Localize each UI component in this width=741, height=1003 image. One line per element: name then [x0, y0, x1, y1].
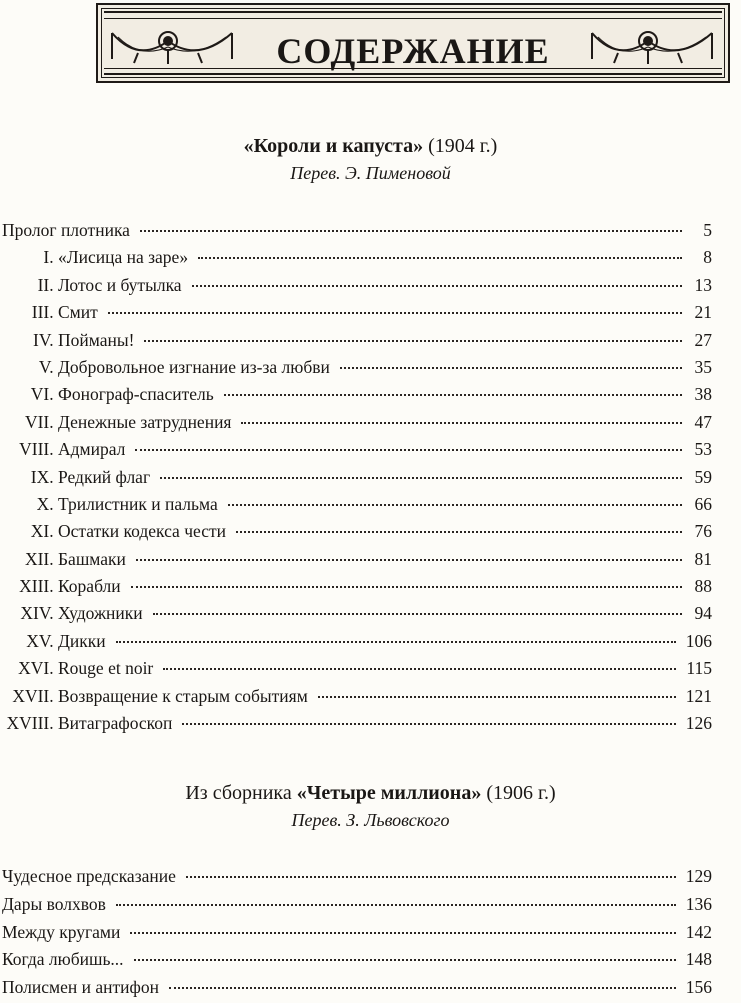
toc-label: Дикки — [58, 630, 106, 651]
toc-page: 5 — [703, 220, 712, 240]
toc-row[interactable] — [0, 711, 712, 738]
leader-dots — [116, 641, 676, 643]
toc-label: Дары волхвов — [2, 893, 106, 914]
toc-label: Остатки кодекса чести — [58, 521, 226, 542]
toc-row[interactable] — [0, 245, 712, 272]
toc-row[interactable] — [0, 975, 712, 1003]
leader-dots — [318, 696, 676, 698]
section-1-title — [0, 134, 741, 158]
toc-row[interactable] — [0, 656, 712, 683]
leader-dots — [144, 340, 682, 342]
toc-row[interactable] — [0, 355, 712, 382]
toc-label: Смит — [58, 302, 98, 323]
toc-label: Полисмен и антифон — [2, 977, 159, 998]
toc-label: Rouge et noir — [58, 658, 154, 679]
leader-dots — [241, 422, 682, 424]
leader-dots — [192, 285, 682, 287]
leader-dots — [140, 230, 682, 232]
toc-row[interactable] — [0, 601, 712, 628]
toc-number: XII. — [24, 548, 54, 569]
toc-page: 53 — [694, 439, 712, 460]
leader-dots — [228, 504, 682, 506]
toc-page: 136 — [685, 893, 712, 914]
toc-page: 76 — [694, 521, 712, 542]
toc-page: 121 — [685, 685, 712, 706]
section-2-toc — [0, 864, 712, 1003]
toc-page: 115 — [686, 658, 712, 679]
section-2-title-name: «Четыре миллиона» — [296, 782, 482, 804]
leader-dots — [130, 932, 675, 934]
toc-number: XVIII. — [6, 713, 54, 734]
toc-page: 47 — [694, 411, 712, 432]
toc-page: 148 — [685, 949, 712, 970]
toc-label: Между кругами — [2, 921, 121, 942]
toc-number: XV. — [26, 630, 54, 651]
toc-label: Фонограф-спаситель — [58, 384, 214, 405]
toc-row[interactable] — [0, 465, 712, 492]
toc-label: Возвращение к старым событиям — [58, 685, 308, 706]
leader-dots — [198, 257, 682, 259]
toc-page: 35 — [694, 356, 712, 377]
leader-dots — [186, 876, 676, 878]
toc-number: VI. — [30, 384, 54, 405]
section-1-title-name: «Короли и капуста» — [243, 135, 424, 157]
toc-page: 94 — [694, 603, 712, 624]
toc-label: Редкий флаг — [58, 466, 151, 487]
toc-row[interactable] — [0, 864, 712, 892]
toc-page: 13 — [694, 274, 712, 295]
section-2-title-prefix: Из сборника — [185, 782, 292, 804]
toc-label: Пойманы! — [58, 329, 135, 350]
toc-label: Денежные затруднения — [58, 411, 232, 432]
leader-dots — [153, 613, 682, 615]
section-2-translator: Перев. З. Львовского — [291, 810, 450, 830]
toc-row[interactable] — [0, 574, 712, 601]
leader-dots — [160, 477, 682, 479]
section-2-title — [0, 781, 741, 805]
toc-number: III. — [31, 302, 54, 323]
section-1-title-year: (1904 г.) — [428, 135, 498, 157]
toc-row[interactable] — [0, 920, 712, 948]
toc-row[interactable] — [0, 492, 712, 519]
toc-label: Корабли — [58, 576, 121, 597]
toc-label: Трилистник и пальма — [58, 493, 218, 514]
toc-page: 59 — [694, 466, 712, 487]
toc-label: Когда любишь... — [2, 949, 124, 970]
toc-page: 129 — [685, 866, 712, 886]
garland-ornament-icon — [588, 19, 718, 75]
toc-label: Витаграфоскоп — [58, 713, 173, 734]
leader-dots — [131, 586, 682, 588]
toc-row[interactable] — [0, 382, 712, 409]
leader-dots — [134, 959, 676, 961]
leader-dots — [340, 367, 682, 369]
toc-row[interactable] — [0, 684, 712, 711]
toc-number: XIV. — [20, 603, 54, 624]
toc-page: 88 — [694, 576, 712, 597]
toc-page: 27 — [694, 329, 712, 350]
toc-page: 38 — [694, 384, 712, 405]
section-1-translator: Перев. Э. Пименовой — [290, 163, 451, 183]
frieze-top-border — [104, 11, 722, 19]
toc-row[interactable] — [0, 892, 712, 920]
section-2-title-year: (1906 г.) — [486, 782, 556, 804]
toc-page: 66 — [694, 493, 712, 514]
toc-label: Адмирал — [58, 439, 126, 460]
toc-page: 8 — [703, 247, 712, 268]
toc-number: IX. — [30, 466, 54, 487]
toc-page: 156 — [685, 977, 712, 998]
toc-row[interactable] — [0, 947, 712, 975]
toc-label: Чудесное предсказание — [2, 866, 176, 886]
toc-label: Добровольное изгнание из-за любви — [58, 356, 330, 377]
toc-number: XIII. — [19, 576, 54, 597]
leader-dots — [163, 668, 676, 670]
leader-dots — [136, 559, 682, 561]
toc-number: VIII. — [19, 439, 54, 460]
toc-label: Пролог плотника — [2, 220, 130, 240]
toc-number: XI. — [30, 521, 54, 542]
toc-page: 142 — [685, 921, 712, 942]
toc-number: I. — [43, 247, 54, 268]
page-title: СОДЕРЖАНИЕ — [276, 31, 550, 71]
toc-number: XVI. — [18, 658, 54, 679]
leader-dots — [236, 531, 682, 533]
toc-label: Художники — [58, 603, 143, 624]
toc-row[interactable] — [0, 629, 712, 656]
toc-row[interactable] — [0, 300, 712, 327]
toc-number: X. — [36, 493, 54, 514]
section-1-toc — [0, 218, 712, 738]
toc-row[interactable] — [0, 410, 712, 437]
toc-row[interactable] — [0, 328, 712, 355]
toc-page: 126 — [685, 713, 712, 734]
toc-number: XVII. — [12, 685, 54, 706]
toc-label: Башмаки — [58, 548, 126, 569]
toc-row[interactable] — [0, 273, 712, 300]
toc-page: 106 — [685, 630, 712, 651]
toc-label: «Лисица на заре» — [58, 247, 189, 268]
leader-dots — [169, 987, 676, 989]
leader-dots — [135, 449, 682, 451]
toc-number: V. — [38, 356, 54, 377]
toc-number: VII. — [24, 411, 54, 432]
leader-dots — [116, 904, 676, 906]
toc-row[interactable] — [0, 519, 712, 546]
toc-page: 81 — [694, 548, 712, 569]
toc-row[interactable] — [0, 547, 712, 574]
leader-dots — [182, 723, 675, 725]
toc-row[interactable] — [0, 437, 712, 464]
toc-page: 21 — [694, 302, 712, 323]
toc-row[interactable] — [0, 218, 712, 245]
leader-dots — [108, 312, 682, 314]
toc-number: IV. — [33, 329, 54, 350]
leader-dots — [224, 394, 682, 396]
header-banner — [96, 3, 730, 83]
toc-label: Лотос и бутылка — [58, 274, 182, 295]
toc-number: II. — [37, 274, 54, 295]
